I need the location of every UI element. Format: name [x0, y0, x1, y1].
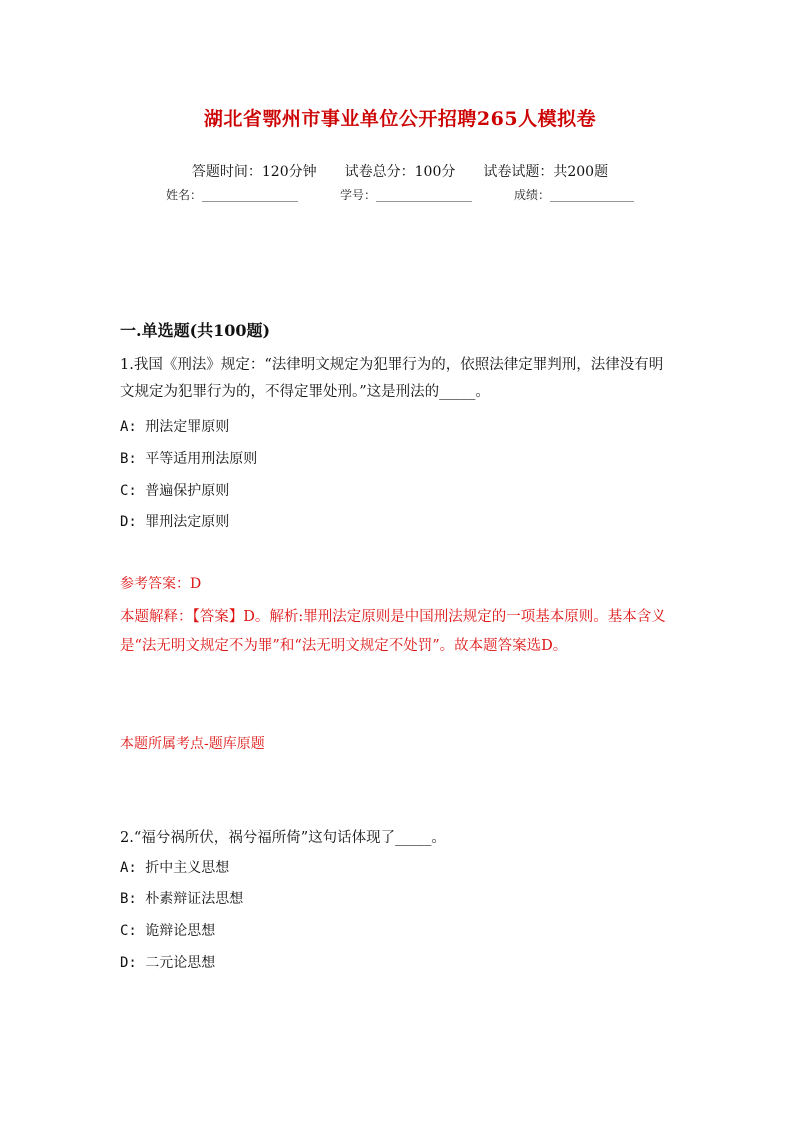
- option-text: 平等适用刑法原则: [145, 451, 258, 467]
- score-field: 成绩：______________: [514, 188, 635, 202]
- question-1-answer: 参考答案：D: [120, 576, 202, 592]
- question-2-option-c: [120, 920, 215, 940]
- option-text: 折中主义思想: [145, 860, 230, 876]
- exam-total-score: 试卷总分：100分: [344, 164, 456, 180]
- option-key: A:: [120, 419, 137, 435]
- exam-meta: [0, 161, 800, 181]
- question-1-stem: 1.我国《刑法》规定：“法律明文规定为犯罪行为的，依照法律定罪判刑，法律没有明文规定为犯罪行为的，不得定罪处刑。”这是刑法的_____。: [120, 357, 664, 400]
- option-key: D:: [120, 514, 137, 530]
- question-2-option-b: [120, 888, 243, 908]
- option-text: 刑法定罪原则: [145, 419, 230, 435]
- question-1-option-d: [120, 511, 229, 531]
- question-1-option-c: [120, 480, 229, 500]
- option-text: 二元论思想: [145, 955, 216, 971]
- question-1-explanation: 本题解释：【答案】D。解析:罪刑法定原则是中国刑法规定的一项基本原则。基本含义是“法无明文规定不为罪”和“法无明文规定不处罚”。故本题答案选D。: [120, 609, 666, 654]
- exam-time: 答题时间：120分钟: [191, 164, 317, 180]
- option-key: C:: [120, 483, 137, 499]
- option-text: 普遍保护原则: [145, 483, 230, 499]
- option-text: 罪刑法定原则: [145, 514, 230, 530]
- question-1-option-b: [120, 448, 257, 468]
- option-key: C:: [120, 923, 137, 939]
- name-field: 姓名：________________: [165, 188, 298, 202]
- question-1-topic: 本题所属考点-题库原题: [120, 736, 265, 752]
- option-text: 诡辩论思想: [145, 923, 216, 939]
- page-title: 湖北省鄂州市事业单位公开招聘265人模拟卷: [203, 108, 597, 130]
- student-info: [0, 186, 800, 203]
- question-1-option-a: [120, 416, 229, 436]
- option-key: B:: [120, 451, 137, 467]
- option-text: 朴素辩证法思想: [145, 891, 244, 907]
- option-key: D:: [120, 955, 137, 971]
- student-id-field: 学号：________________: [339, 188, 472, 202]
- question-2-option-a: [120, 857, 229, 877]
- section-title: 一.单选题(共100题): [120, 321, 271, 340]
- option-key: B:: [120, 891, 137, 907]
- question-2-stem: 2.“福兮祸所伏，祸兮福所倚”这句话体现了_____。: [120, 830, 446, 846]
- option-key: A:: [120, 860, 137, 876]
- question-2-option-d: [120, 952, 215, 972]
- exam-question-count: 试卷试题：共200题: [483, 164, 609, 180]
